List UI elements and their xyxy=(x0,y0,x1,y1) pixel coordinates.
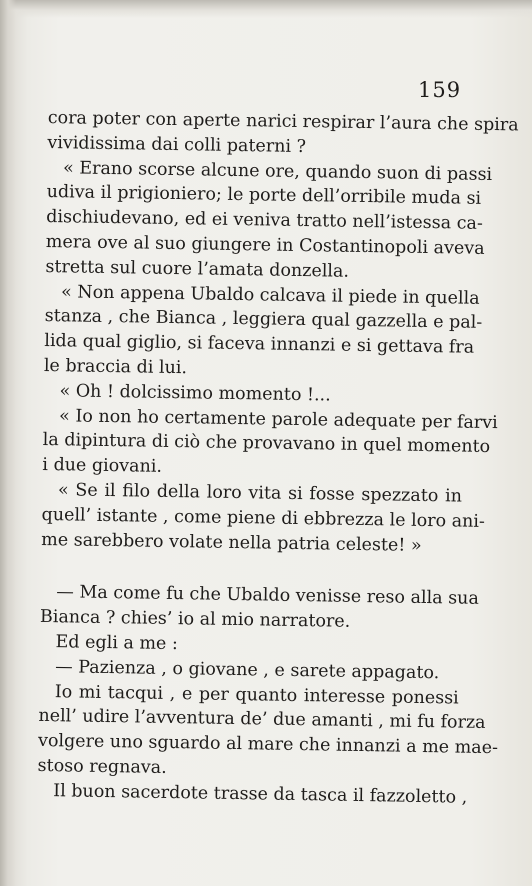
text-line: — Pazienza , o giovane , e sarete appagato. xyxy=(55,656,440,683)
text-line: Bianca ? chies’ io al mio narratore. xyxy=(39,607,351,632)
text-line: stretta sul cuore l’amata donzella. xyxy=(45,256,350,282)
body-text xyxy=(37,106,519,810)
text-line: le braccia di lui. xyxy=(43,355,188,379)
text-line: « Io non ho certamente parole adequate per farvi xyxy=(58,405,498,433)
text-line: mera ove al suo giungere in Costantinopoli aveva xyxy=(45,231,485,259)
page-number: 159 xyxy=(418,78,462,102)
text-line: la dipintura di ciò che provavano in quel momento xyxy=(42,430,491,458)
text-line: — Ma come fu che Ubaldo venisse reso alla sua xyxy=(56,582,479,610)
text-line: cora poter con aperte narici respirar l’aura che spira xyxy=(47,107,519,136)
text-line: volgere uno sguardo al mare che innanzi a me mae- xyxy=(37,731,499,759)
text-line: Il buon sacerdote trasse da tasca il fazzoletto , xyxy=(53,780,468,808)
page-gutter-shadow xyxy=(0,0,16,886)
text-line: stanza , che Bianca , leggiera qual gazzella e pal- xyxy=(44,306,483,334)
text-line: vividissima dai colli paterni ? xyxy=(47,132,307,157)
text-line: lida qual giglio, si faceva innanzi e si gettava fra xyxy=(44,331,475,358)
text-line: me sarebbero volate nella patria celeste! » xyxy=(41,529,422,556)
text-line: dischiudevano, ed ei veniva tratto nell’istessa ca- xyxy=(46,207,483,235)
text-line: i due giovani. xyxy=(42,455,163,477)
text-line: « Se il filo della loro vita si fosse spezzato in xyxy=(57,480,463,507)
text-line: quell’ istante , come piene di ebbrezza le loro ani- xyxy=(41,504,486,532)
text-line: « Oh ! dolcissimo momento !... xyxy=(59,380,331,406)
page-top-shadow xyxy=(0,0,532,18)
text-line: « Non appena Ubaldo calcava il piede in quella xyxy=(60,281,480,309)
text-line: nell’ udire l’avventura de’ due amanti , mi fu forza xyxy=(38,706,486,734)
text-line: « Erano scorse alcune ore, quando suon di passi xyxy=(62,157,493,185)
text-line: udiva il prigioniero; le porte dell’orribile muda si xyxy=(46,182,482,210)
text-line: Io mi tacqui , e per quanto interesse ponessi xyxy=(54,681,459,709)
text-line: Ed egli a me : xyxy=(55,632,178,655)
text-line: stoso regnava. xyxy=(37,755,167,778)
